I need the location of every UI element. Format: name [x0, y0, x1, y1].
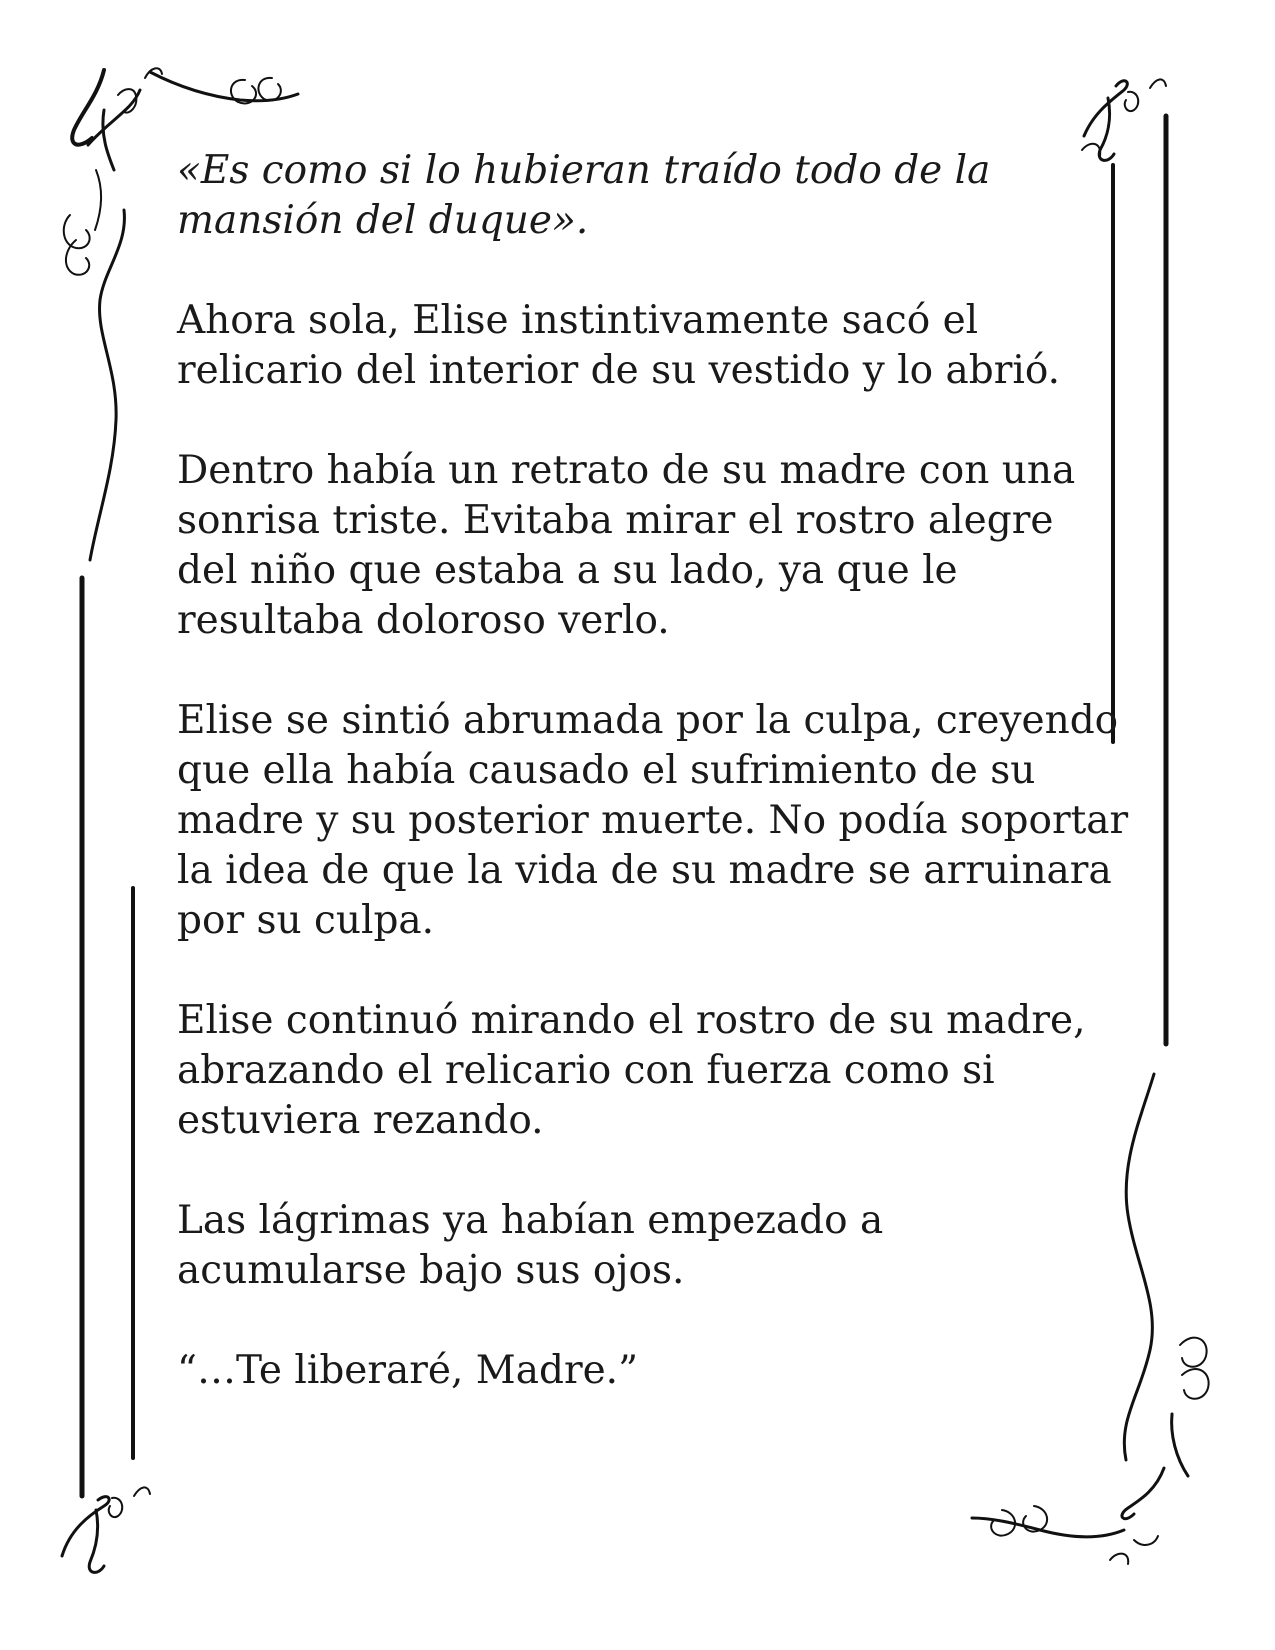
text-line: acumularse bajo sus ojos. — [177, 1248, 685, 1293]
bottom-left-flourish — [62, 1487, 150, 1572]
text-line: del niño que estaba a su lado, ya que le — [177, 548, 958, 593]
story-text — [177, 146, 1129, 1446]
text-line: «Es como si lo hubieran traído todo de la — [177, 148, 991, 193]
text-line: Elise se sintió abrumada por la culpa, creyendo — [177, 698, 1119, 743]
text-line: Ahora sola, Elise instintivamente sacó el — [177, 298, 979, 343]
text-line: mansión del duque». — [177, 198, 589, 243]
paragraph — [177, 446, 1117, 646]
text-line: Dentro había un retrato de su madre con una — [177, 448, 1076, 493]
text-line: abrazando el relicario con fuerza como si — [177, 1048, 995, 1093]
paragraph — [177, 1196, 1117, 1296]
text-line: relicario del interior de su vestido y lo abrió. — [177, 348, 1061, 393]
text-line: madre y su posterior muerte. No podía soportar — [177, 798, 1129, 843]
text-line: resultaba doloroso verlo. — [177, 598, 670, 643]
text-line: la idea de que la vida de su madre se arruinara — [177, 848, 1112, 893]
paragraph — [177, 296, 1117, 396]
paragraph — [177, 146, 1117, 246]
text-line: sonrisa triste. Evitaba mirar el rostro alegre — [177, 498, 1054, 543]
text-line: por su culpa. — [177, 898, 435, 943]
paragraph — [177, 996, 1117, 1146]
text-line: que ella había causado el sufrimiento de su — [177, 748, 1036, 793]
text-line: Elise continuó mirando el rostro de su madre, — [177, 998, 1086, 1043]
text-line: Las lágrimas ya habían empezado a — [177, 1198, 884, 1243]
text-line: estuviera rezando. — [177, 1098, 544, 1143]
paragraph — [177, 696, 1129, 946]
paragraph — [177, 1346, 1117, 1396]
text-line: “…Te liberaré, Madre.” — [177, 1348, 639, 1393]
